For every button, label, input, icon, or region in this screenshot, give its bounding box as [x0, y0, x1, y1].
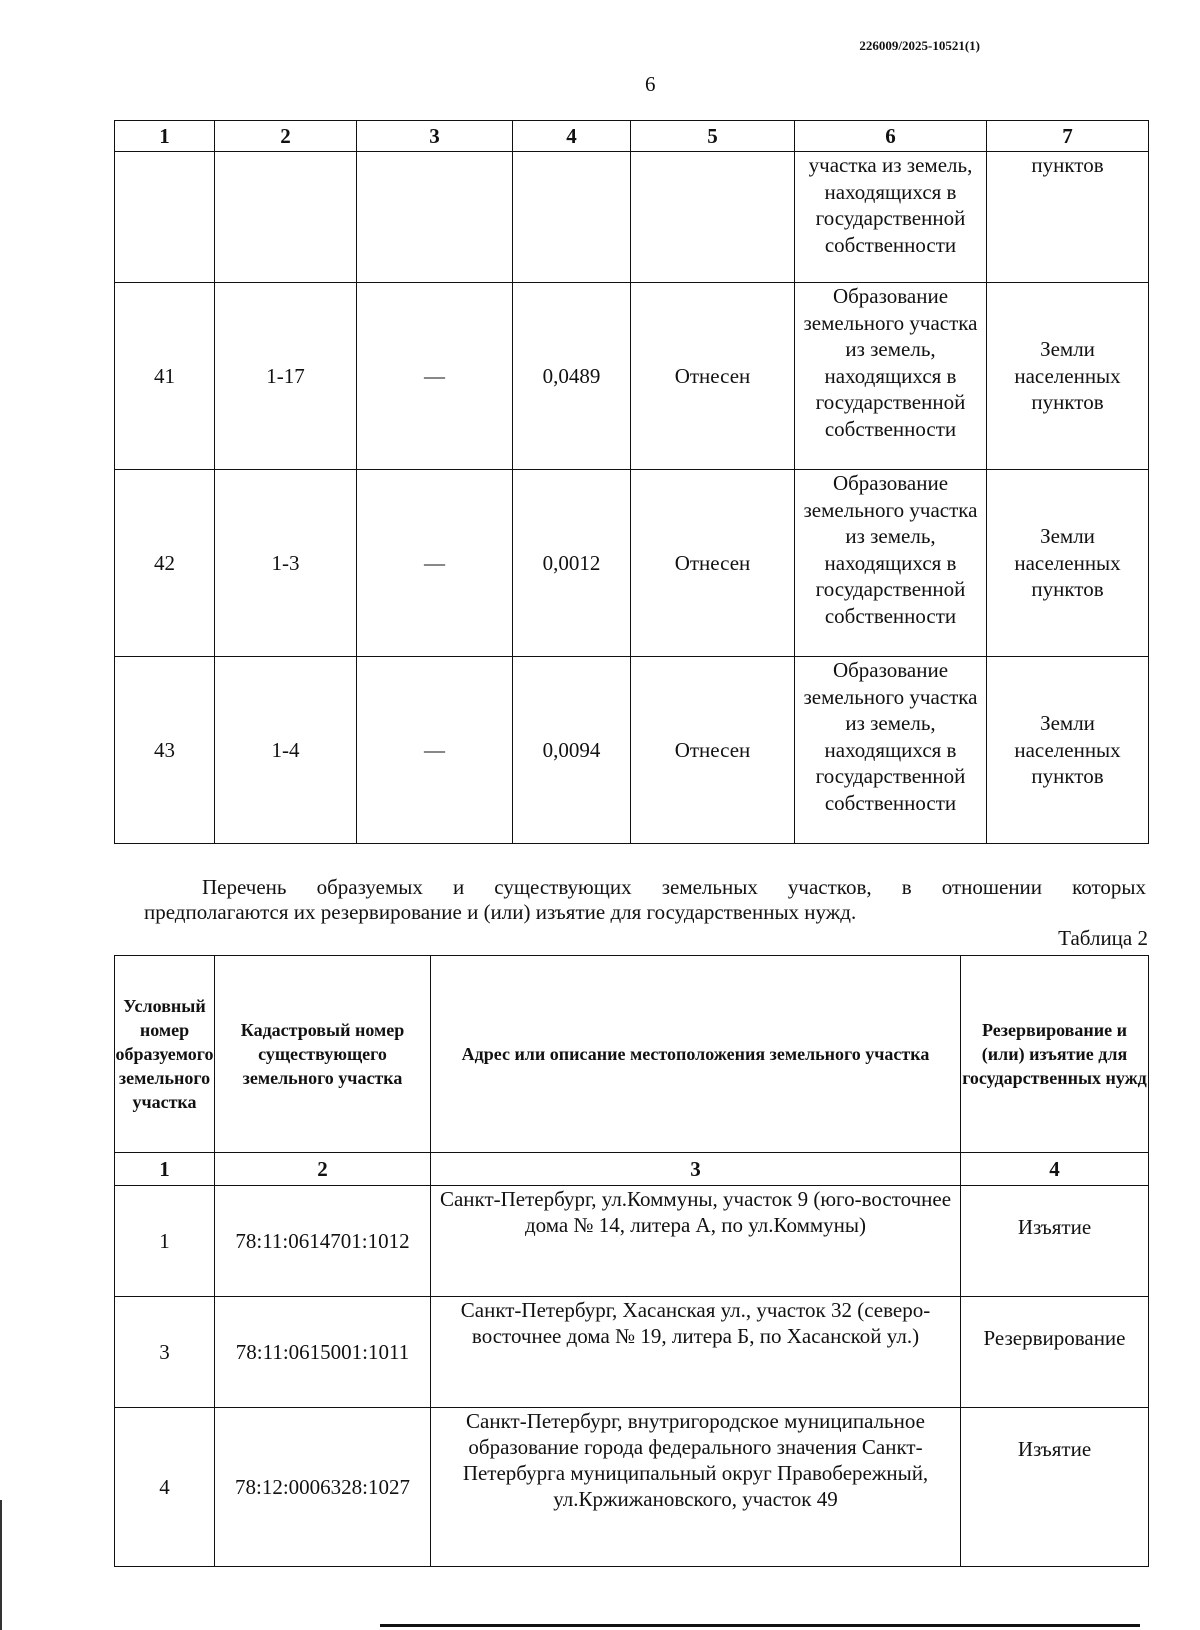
table-cell-number: 43	[115, 657, 215, 844]
column-number: 2	[215, 1153, 431, 1186]
scan-edge-line	[0, 1500, 2, 1630]
header-cadastral-number: Кадастровый номер существующего земельного участка	[215, 956, 431, 1153]
table-cell-cadastral: 78:11:0615001:1011	[215, 1297, 431, 1408]
column-number: 3	[431, 1153, 961, 1186]
table-2-column-numbers	[115, 1153, 1149, 1186]
header-reservation: Резервирование и (или) изъятие для государственных нужд	[961, 956, 1149, 1153]
intro-line-2: предполагаются их резервирование и (или) изъятие для государственных нужд.	[144, 900, 857, 924]
table-cell-status: Отнесен	[631, 657, 795, 844]
column-number: 2	[215, 121, 357, 152]
table-cell-area: 0,0012	[513, 470, 631, 657]
table-cell-action: Резервирование	[961, 1297, 1149, 1408]
table-cell	[357, 152, 513, 283]
table-cell-action: Изъятие	[961, 1186, 1149, 1297]
table-row-continuation	[115, 152, 1149, 283]
table-row	[115, 470, 1149, 657]
table-cell-cadastral: 78:12:0006328:1027	[215, 1408, 431, 1567]
column-number: 7	[987, 121, 1149, 152]
table-cell-address: Санкт-Петербург, Хасанская ул., участок 32 (северо-восточнее дома № 19, литера Б, по Хасанской ул.)	[431, 1297, 961, 1408]
table-cell-category: Земли населенных пунктов	[987, 657, 1149, 844]
document-number: 226009/2025-10521(1)	[859, 38, 980, 53]
table-cell-dash: —	[357, 657, 513, 844]
table-2-label: Таблица 2	[1058, 926, 1148, 950]
header-conditional-number: Условный номер образуемого земельного участка	[115, 956, 215, 1153]
column-number: 6	[795, 121, 987, 152]
table-cell	[215, 152, 357, 283]
table-cell-number: 42	[115, 470, 215, 657]
table-1-column-numbers	[115, 121, 1149, 152]
page-number: 6	[645, 72, 656, 96]
table-cell-code: 1-4	[215, 657, 357, 844]
intro-line-1: Перечень образуемых и существующих земельных участков, в отношении которых	[202, 875, 1146, 899]
table-cell-dash: —	[357, 470, 513, 657]
column-number: 3	[357, 121, 513, 152]
table-cell-number: 41	[115, 283, 215, 470]
table-1-continuation	[114, 120, 1149, 844]
header-address: Адрес или описание местоположения земельного участка	[431, 956, 961, 1153]
table-cell-number: 1	[115, 1186, 215, 1297]
table-cell-code: 1-3	[215, 470, 357, 657]
table-cell-dash: —	[357, 283, 513, 470]
table-cell-action: Изъятие	[961, 1408, 1149, 1567]
table-cell-category: Земли населенных пунктов	[987, 470, 1149, 657]
table-cell-number: 3	[115, 1297, 215, 1408]
table-cell-status: Отнесен	[631, 283, 795, 470]
table-cell	[115, 152, 215, 283]
table-cell-area: 0,0094	[513, 657, 631, 844]
table-cell	[631, 152, 795, 283]
table-row	[115, 1186, 1149, 1297]
column-number: 1	[115, 121, 215, 152]
table-cell-status: Отнесен	[631, 470, 795, 657]
scan-bottom-line	[380, 1624, 1140, 1627]
table-cell	[513, 152, 631, 283]
table-row	[115, 1408, 1149, 1567]
table-row	[115, 657, 1149, 844]
column-number: 5	[631, 121, 795, 152]
table-2	[114, 955, 1149, 1567]
table-cell-description: Образование земельного участка из земель, находящихся в государственной собственности	[795, 657, 987, 844]
table-cell-category: пунктов	[987, 152, 1149, 283]
table-cell-address: Санкт-Петербург, внутригородское муниципальное образование города федерального значения Санкт-Петербурга муниципальный округ Правобережный, ул.Кржижановского, участок 49	[431, 1408, 961, 1567]
column-number: 4	[961, 1153, 1149, 1186]
column-number: 4	[513, 121, 631, 152]
table-cell-description: участка из земель, находящихся в государственной собственности	[795, 152, 987, 283]
column-number: 1	[115, 1153, 215, 1186]
table-cell-area: 0,0489	[513, 283, 631, 470]
intro-paragraph	[144, 875, 1146, 925]
table-cell-category: Земли населенных пунктов	[987, 283, 1149, 470]
table-row	[115, 1297, 1149, 1408]
table-cell-description: Образование земельного участка из земель, находящихся в государственной собственности	[795, 470, 987, 657]
table-cell-cadastral: 78:11:0614701:1012	[215, 1186, 431, 1297]
table-cell-description: Образование земельного участка из земель, находящихся в государственной собственности	[795, 283, 987, 470]
table-row	[115, 283, 1149, 470]
table-2-header-row	[115, 956, 1149, 1153]
table-cell-address: Санкт-Петербург, ул.Коммуны, участок 9 (юго-восточнее дома № 14, литера А, по ул.Коммуны)	[431, 1186, 961, 1297]
table-cell-code: 1-17	[215, 283, 357, 470]
table-cell-number: 4	[115, 1408, 215, 1567]
